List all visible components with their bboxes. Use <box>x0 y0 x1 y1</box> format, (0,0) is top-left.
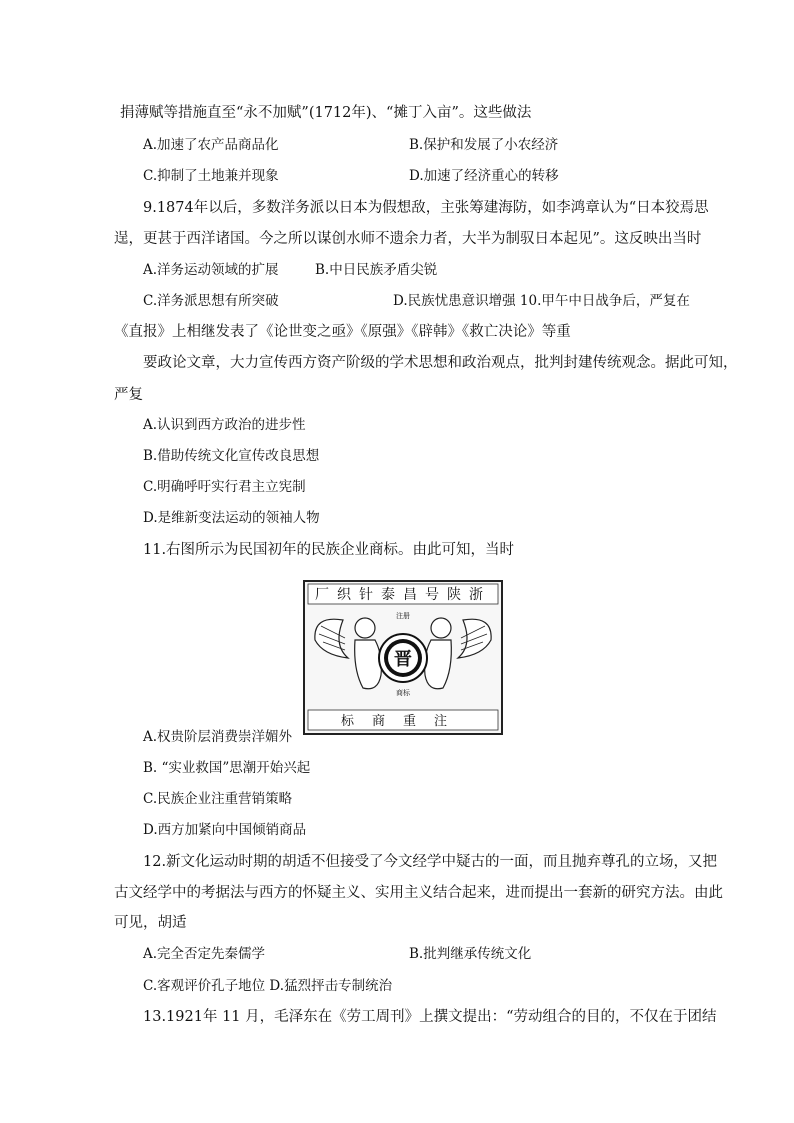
q11-option-b[interactable]: B. “实业救国”思潮开始兴起 <box>143 760 311 776</box>
q9-option-c[interactable]: C.洋务派思想有所突破 <box>143 293 279 309</box>
q12-stem-line1: 12.新文化运动时期的胡适不但接受了今文经学中疑古的一面，而且抛弃尊孔的立场，又把 <box>143 854 718 870</box>
q8-option-b[interactable]: B.保护和发展了小农经济 <box>409 137 559 153</box>
q12-option-b[interactable]: B.批判继承传统文化 <box>409 946 532 962</box>
q10-stem-line3: 要政论文章，大力宣传西方资产阶级的学术思想和政治观点，批判封建传统观念。据此可知， <box>143 355 738 371</box>
trademark-top-text: 厂织针泰昌号陕浙 <box>315 587 491 603</box>
q10-option-b[interactable]: B.借助传统文化宣传改良思想 <box>143 448 320 464</box>
q9-stem-line1: 9.1874年以后，多数洋务派以日本为假想敌，主张筹建海防，如李鸿章认为“日本狡焉思 <box>143 200 709 216</box>
trademark-image <box>303 580 503 735</box>
trademark-center-char: 晋 <box>394 649 412 670</box>
q12-stem-line2: 古文经学中的考据法与西方的怀疑主义、实用主义结合起来，进而提出一套新的研究方法。由此 <box>114 885 723 901</box>
q11-option-a[interactable]: A.权贵阶层消费崇洋媚外 <box>143 729 293 745</box>
q10-option-c[interactable]: C.明确呼吁实行君主立宪制 <box>143 479 306 495</box>
trademark-small-bottom: 商标 <box>396 689 410 697</box>
q10-stem-line4: 严复 <box>114 387 143 403</box>
q11-option-c[interactable]: C.民族企业注重营销策略 <box>143 791 293 807</box>
q8-option-a[interactable]: A.加速了农产品商品化 <box>143 137 279 153</box>
q12-stem-line3: 可见，胡适 <box>114 915 187 931</box>
q12-option-a[interactable]: A.完全否定先秦儒学 <box>143 946 266 962</box>
q11-stem: 11.右图所示为民国初年的民族企业商标。由此可知，当时 <box>143 542 515 558</box>
q9-stem-line2: 逞，更甚于西洋诸国。今之所以谋创水师不遗余力者，大半为制驭日本起见”。这反映出当时 <box>114 231 702 247</box>
q13-stem: 13.1921年 11 月，毛泽东在《劳工周刊》上撰文提出：“劳动组合的目的，不仅在于团结 <box>143 1009 717 1025</box>
q8-option-d[interactable]: D.加速了经济重心的转移 <box>409 168 559 184</box>
q10-option-d[interactable]: D.是维新变法运动的领袖人物 <box>143 510 320 526</box>
q10-stem-line2: 《直报》上相继发表了《论世变之亟》《原强》《辟韩》《救亡决论》等重 <box>114 324 571 340</box>
trademark-small-top: 注册 <box>396 612 410 620</box>
q9-option-a[interactable]: A.洋务运动领域的扩展 <box>143 262 279 278</box>
q10-option-a[interactable]: A.认识到西方政治的进步性 <box>143 417 306 433</box>
q12-option-c-d[interactable]: C.客观评价孔子地位 D.猛烈抨击专制统治 <box>143 978 393 994</box>
q9-option-d-and-q10-start[interactable]: D.民族忧患意识增强 10.甲午中日战争后，严复在 <box>393 293 690 309</box>
trademark-bottom-text: 标商重注 <box>340 714 466 729</box>
q8-stem-tail: 捐薄赋等措施直至“永不加赋”(1712年)、“摊丁入亩”。这些做法 <box>120 105 532 121</box>
q8-option-c[interactable]: C.抑制了土地兼并现象 <box>143 168 279 184</box>
q9-option-b[interactable]: B.中日民族矛盾尖锐 <box>315 262 438 278</box>
q11-option-d[interactable]: D.西方加紧向中国倾销商品 <box>143 822 307 838</box>
trademark-illustration <box>303 580 503 735</box>
